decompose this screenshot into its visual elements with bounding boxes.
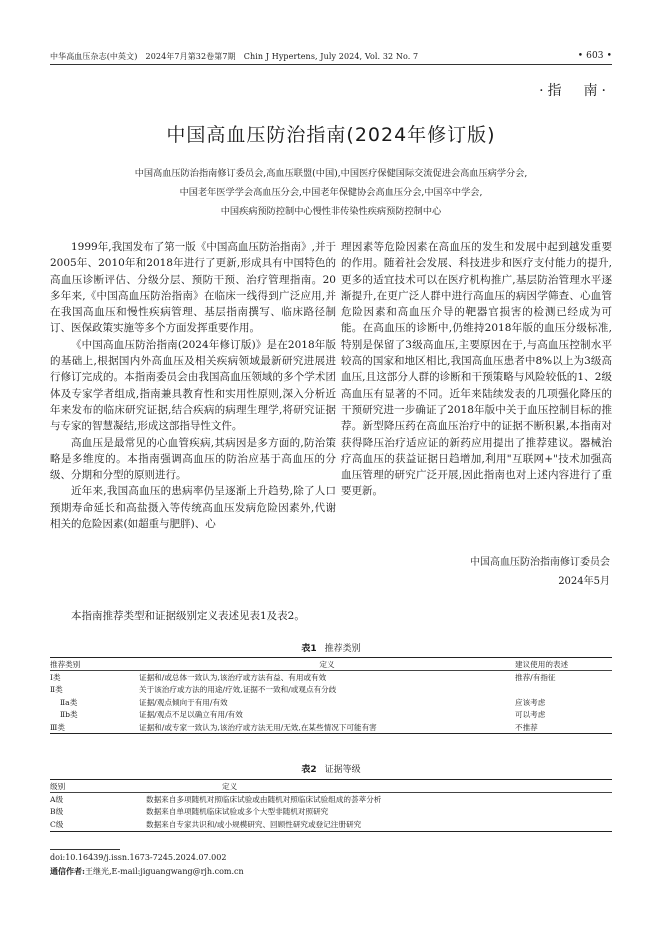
table-cell: C级: [50, 819, 64, 829]
body-paragraph: 1999年,我国发布了第一版《中国高血压防治指南》,并于2005年、2010年和2018年进行了更新,形成具有中国特色的高血压诊断评估、分级分层、预防干预、治疗管理指南。20多年来,《中国高血压防治指南》在临床一线得到广泛应用,并在我国高血压和慢性疾病管理、基层指南撰写、临床路径制订、医保政策实施等多个方面发挥重要作用。: [50, 241, 336, 335]
corr-label: 通信作者:: [50, 866, 85, 876]
table-row: [50, 721, 612, 734]
table-cell: 可以考虑: [515, 710, 546, 720]
table-row: [50, 818, 612, 831]
table-cell: Ⅱ类: [50, 685, 63, 695]
table1-number: 表1: [301, 644, 317, 654]
table-header-cell: 定义: [146, 780, 612, 793]
table2-number: 表2: [301, 765, 317, 775]
evidence-level-table: [50, 779, 612, 832]
body-column-right: [341, 239, 612, 500]
table-cell: 证据/观点不足以确立有用/有效: [139, 710, 243, 720]
table-cell: 关于该治疗或方法的用途/疗效,证据不一致和/或观点有分歧: [139, 685, 337, 695]
article-title: 中国高血压防治指南(2024年修订版): [166, 124, 496, 146]
body-paragraph: 近年来,我国高血压的患病率仍呈逐渐上升趋势,除了人口预期寿命延长和高盐摄入等传统高血压发病危险因素外,代谢相关的危险因素(如超重与肥胖)、心: [50, 485, 336, 531]
page-number: • 603 •: [577, 51, 612, 61]
table-reference-note: 本指南推荐类型和证据级别定义表述见表1及表2。: [71, 610, 305, 622]
author-line: 中国疾病预防控制中心慢性非传染性疾病预防控制中心: [220, 206, 442, 217]
corr-text: 王继光,E-mail:jiguangwang@rjh.com.cn: [84, 867, 244, 876]
table-cell: B级: [50, 807, 64, 817]
table-row: [50, 671, 612, 684]
table-row: [50, 684, 612, 696]
author-line: 中国高血压防治指南修订委员会,高血压联盟(中国),中国医疗保健国际交流促进会高血压病学分会,: [134, 168, 528, 179]
table-cell: Ⅱb类: [60, 710, 78, 720]
table-header-cell: 定义: [139, 658, 515, 671]
table-cell: [515, 684, 612, 696]
header-divider: [50, 64, 612, 65]
body-paragraph: 《中国高血压防治指南(2024年修订版)》是在2018年版的基础上,根据国内外高血压及相关疾病领域最新研究进展进行修订完成的。本指南委员会由我国高血压领域的多个学术团体及专家学者组成,指南兼具教育性和实用性原则,深入分析近年来发布的临床研究证据,结合疾病的病理生理学,将研究证据与专家的智慧凝结,形成这部指导性文件。: [50, 338, 336, 433]
signature-date: 2024年5月: [558, 576, 610, 587]
section-tag: ·指 南·: [539, 83, 610, 99]
table-cell: 证据和/或专家一致认为,该治疗或方法无用/无效,在某些情况下可能有害: [139, 722, 377, 732]
author-list: [60, 164, 602, 221]
table-row: [50, 793, 612, 806]
table-cell: Ⅰ类: [50, 673, 61, 683]
table-cell: 应该考虑: [515, 697, 546, 707]
table-cell: 不推荐: [515, 722, 538, 732]
table-cell: Ⅲ类: [50, 722, 65, 732]
table1-caption: [0, 641, 662, 654]
doi-text: doi:10.16439/j.issn.1673-7245.2024.07.002: [50, 853, 227, 862]
table-cell: Ⅱa类: [60, 697, 78, 707]
table-header-row: [50, 658, 612, 671]
table-cell: 推荐/有指征: [515, 673, 556, 683]
body-column-left: [50, 239, 336, 532]
footnote-divider: [50, 849, 120, 850]
table-cell: 数据来自单项随机临床试验或多个大型非随机对照研究: [146, 807, 329, 817]
table-cell: 证据和/或总体一致认为,该治疗或方法有益、有用或有效: [139, 673, 327, 683]
table-header-row: [50, 780, 612, 793]
body-paragraph: 高血压是最常见的心血管疾病,其病因是多方面的,防治策略是多维度的。本指南强调高血压的防治应基于高血压的分级、分期和分型的原则进行。: [50, 436, 336, 482]
table-cell: 数据来自多项随机对照临床试验或由随机对照临床试验组成的荟萃分析: [146, 795, 382, 805]
table-cell: A级: [50, 795, 64, 805]
table-row: [50, 696, 612, 708]
table1-title: 推荐类别: [324, 644, 361, 654]
table-cell: 数据来自专家共识和/或小规模研究、回顾性研究或登记注册研究: [146, 819, 362, 829]
author-line: 中国老年医学学会高血压分会,中国老年保健协会高血压分会,中国卒中学会,: [179, 187, 483, 198]
table2-caption: [0, 762, 662, 775]
table-row: [50, 806, 612, 818]
table-cell: 证据/观点倾向于有用/有效: [139, 697, 228, 707]
table2-title: 证据等级: [324, 765, 361, 775]
signature-org: 中国高血压防治指南修订委员会: [470, 557, 610, 568]
corresponding-author: [50, 866, 244, 877]
table-row: [50, 709, 612, 721]
table-header-cell: 建议使用的表述: [515, 658, 612, 671]
table-header-cell: 级别: [50, 780, 146, 793]
table-header-cell: 推荐类别: [50, 658, 139, 671]
body-paragraph: 理因素等危险因素在高血压的发生和发展中起到越发重要的作用。随着社会发展、科技进步和医疗支付能力的提升,更多的适宜技术可以在医疗机构推广,基层防治管理水平逐渐提升,在更广泛人群中进行高血压的病因学筛查、心血管危险因素和高血压介导的靶器官损害的检测已经成为可能。在高血压的诊断中,仍维持2018年版的血压分级标准,特别是保留了3级高血压,主要原因在于,与高血压控制水平较高的国家和地区相比,我国高血压患者中8%以上为3级高血压,且这部分人群的诊断和干预策略与风险较低的1、2级高血压有显著的不同。近年来陆续发表的几项强化降压的干预研究进一步确证了2018年版中关于血压控制目标的推荐。新型降压药在高血压治疗中的证据不断积累,本指南对获得降压治疗适应证的新药应用提出了推荐建议。器械治疗高血压的获益证据日趋增加,利用"互联网+"技术加强高血压管理的研究广泛开展,因此指南也对上述内容进行了重要更新。: [341, 241, 612, 498]
recommendation-class-table: [50, 657, 612, 734]
journal-info: 中华高血压杂志(中英文) 2024年7月第32卷第7期 Chin J Hypertens, July 2024, Vol. 32 No. 7: [50, 52, 419, 61]
